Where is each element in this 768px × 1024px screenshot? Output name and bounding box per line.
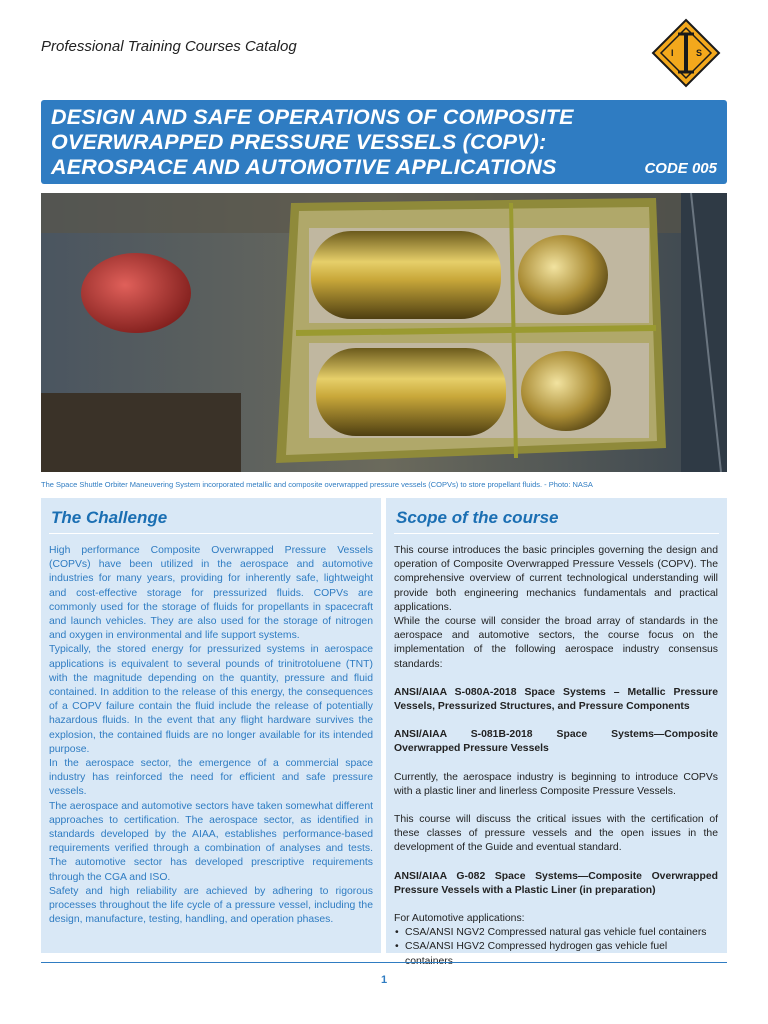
svg-text:S: S	[696, 48, 703, 58]
catalog-header: Professional Training Courses Catalog	[41, 38, 297, 55]
scope-divider	[394, 533, 719, 534]
standard-title: ANSI/AIAA S-081B-2018 Space Systems—Composite Overwrapped Pressure Vessels	[394, 729, 718, 755]
standard-title: ANSI/AIAA S-080A-2018 Space Systems – Metallic Pressure Vessels, Pressurized Structures, and Pressure Components	[394, 686, 718, 713]
scope-panel	[386, 498, 727, 953]
scope-paragraph: This course will discuss the critical issues with the certification of these classes of pressure vessels and the open issues in the development of the Guide and eventual standard.	[394, 814, 718, 854]
scope-text	[394, 544, 718, 969]
scope-paragraph: This course introduces the basic principles governing the design and operation of Composite Overwrapped Pressure Vessels (COPV). The comprehensive overview of current technological understanding will provide both engineering mechanics fundamentals and practical applications.	[394, 545, 718, 613]
challenge-panel	[41, 498, 381, 953]
svg-text:I: I	[671, 48, 674, 58]
challenge-paragraph: The aerospace and automotive sectors have taken somewhat different approaches to certification. The aerospace sector, as identified in standards developed by the AIAA, establishes performance-based requirements verified through a combination of analyses and tests. The automotive sector has developed prescriptive requirements through the CGA and ISO.	[49, 800, 373, 883]
copv-photo	[41, 193, 727, 472]
automotive-label: For Automotive applications:	[394, 913, 525, 925]
title-line-3: AEROSPACE AND AUTOMOTIVE APPLICATIONS	[51, 155, 557, 179]
list-item: • CSA/ANSI NGV2 Compressed natural gas vehicle fuel containers	[394, 926, 718, 940]
scope-paragraph: Currently, the aerospace industry is beginning to introduce COPVs with a plastic liner and linerless Composite Pressure Vessels.	[394, 771, 718, 797]
course-title-banner	[41, 100, 727, 184]
challenge-paragraph: In the aerospace sector, the emergence of a commercial space industry has reinforced the need for efficient and safe pressure vessels.	[49, 758, 373, 798]
standard-title: ANSI/AIAA G-082 Space Systems—Composite Overwrapped Pressure Vessels with a Plastic Liner (in preparation)	[394, 870, 718, 896]
challenge-text	[49, 544, 373, 927]
institute-logo	[651, 18, 721, 88]
course-title	[51, 105, 611, 180]
page-number: 1	[380, 974, 388, 986]
list-item: • CSA/ANSI HGV2 Compressed hydrogen gas vehicle fuel	[394, 940, 718, 968]
challenge-divider	[49, 533, 373, 534]
photo-caption: The Space Shuttle Orbiter Maneuvering System incorporated metallic and composite overwrapped pressure vessels (COPVs) to store propellant fluids. - Photo: NASA	[41, 480, 593, 489]
challenge-heading: The Challenge	[51, 508, 168, 527]
scope-paragraph: While the course will consider the broad array of standards in the aerospace and automotive sectors, the course focus on the implementation of the following aerospace industry consensus standards:	[394, 616, 718, 670]
challenge-paragraph: High performance Composite Overwrapped Pressure Vessels (COPVs) have been utilized in the aerospace and automotive industries for many years, providing for inherently safe, lightweight and cost-effective storage for pressurized fluids. COPVs are commonly used for the storage of fluids for propellants in spacecraft and launch vehicles. They are also used for the storage of nitrogen and oxygen in environmental and life support systems.	[49, 545, 373, 642]
title-line-1: DESIGN AND SAFE OPERATIONS OF COMPOSITE	[51, 105, 574, 129]
course-code: CODE 005	[644, 160, 717, 177]
challenge-paragraph: Typically, the stored energy for pressurized systems in aerospace applications is equivalent to several pounds of trinitrotoluene (TNT) with the magnitude depending on the quantity, pressure and fluid contained. In addition to the release of this energy, the consequences of a COPV failure contain the fluid include the release of potentially hazardous fluids. In the event that any flight hardware survives the explosion, the contained fluids are no longer available for its intended purpose.	[49, 644, 373, 755]
title-line-2: OVERWRAPPED PRESSURE VESSELS (COPV):	[51, 130, 547, 154]
challenge-paragraph: Safety and high reliability are achieved by adhering to rigorous processes throughout the life cycle of a pressure vessel, including the design, manufacture, testing, handling, and operation phases.	[49, 885, 373, 926]
footer-divider	[41, 962, 727, 963]
scope-heading: Scope of the course	[396, 508, 559, 527]
